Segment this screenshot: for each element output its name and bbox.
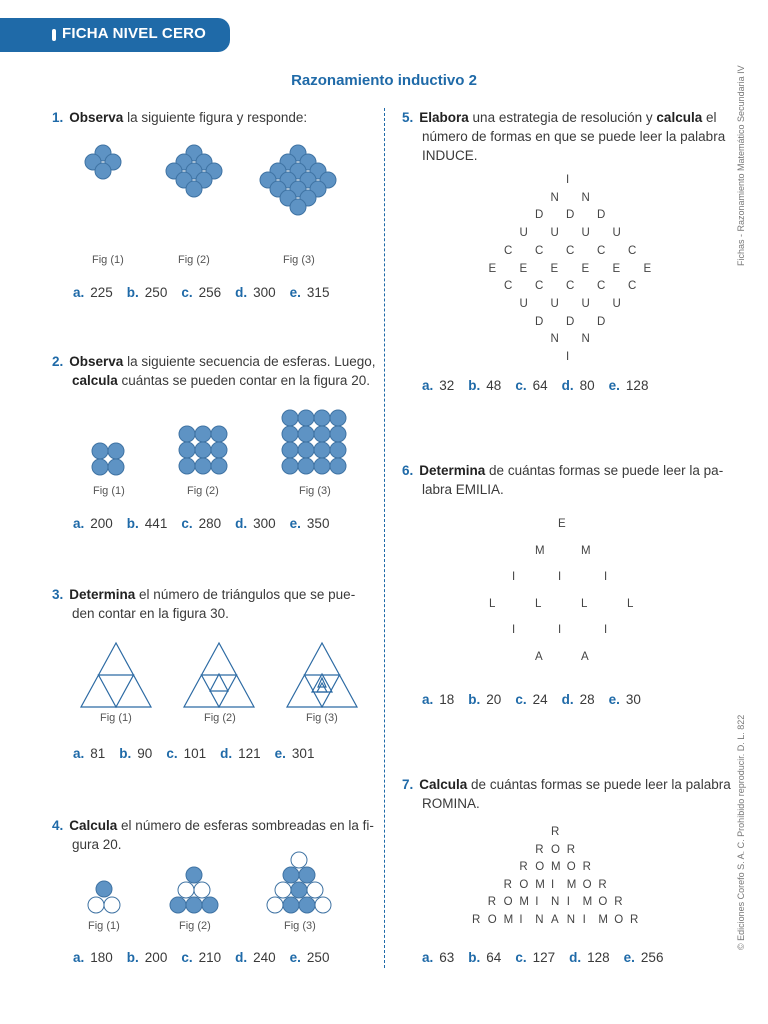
- letter: E: [643, 262, 652, 275]
- sphere: [194, 882, 210, 898]
- letter: D: [597, 315, 606, 328]
- letter: N: [535, 913, 544, 926]
- option-letter: e.: [289, 950, 301, 965]
- letter: D: [566, 315, 575, 328]
- option-c[interactable]: [181, 950, 221, 965]
- letter: N: [550, 333, 559, 346]
- option-e[interactable]: [290, 285, 330, 300]
- sphere: [108, 459, 124, 475]
- option-value: 128: [625, 378, 649, 393]
- letter: M: [519, 896, 529, 908]
- option-letter: a.: [422, 950, 434, 965]
- letter: R: [503, 878, 512, 891]
- letter: I: [551, 878, 555, 891]
- option-letter: e.: [608, 378, 620, 393]
- letter: D: [535, 315, 544, 328]
- letter: I: [566, 351, 570, 363]
- sphere: [283, 867, 299, 883]
- option-e[interactable]: [609, 378, 649, 393]
- option-value: 441: [144, 516, 168, 531]
- letter: M: [566, 878, 577, 891]
- letter: E: [612, 262, 621, 275]
- option-value: 301: [291, 746, 315, 761]
- triangle: [305, 675, 340, 707]
- letter: R: [472, 913, 481, 926]
- option-letter: b.: [126, 516, 139, 531]
- answer-options: [73, 746, 328, 761]
- letter: N: [566, 913, 576, 926]
- option-d[interactable]: [562, 692, 595, 707]
- letter: I: [604, 571, 608, 583]
- sphere: [186, 867, 202, 883]
- fig-caption: Fig (2): [178, 254, 210, 266]
- sphere: [186, 181, 202, 197]
- sphere: [275, 882, 291, 898]
- sphere: [314, 426, 330, 442]
- option-value: 101: [183, 746, 207, 761]
- letter: E: [581, 262, 590, 275]
- option-d[interactable]: [235, 950, 276, 965]
- option-letter: b.: [468, 950, 481, 965]
- fig-caption: Fig (1): [88, 920, 120, 932]
- option-letter: a.: [422, 692, 434, 707]
- option-e[interactable]: [290, 516, 330, 531]
- question-6: 6. Determina de cuántas formas se puede leer la pa- labra EMILIA.: [402, 463, 724, 497]
- sphere: [330, 410, 346, 426]
- option-letter: c.: [181, 516, 193, 531]
- sphere: [179, 458, 195, 474]
- letter: I: [558, 624, 562, 636]
- answer-options: [422, 378, 662, 393]
- option-c[interactable]: [515, 950, 555, 965]
- letter: N: [551, 896, 560, 908]
- letter: U: [612, 297, 621, 310]
- side-text-top: Fichas - Razonamiento Matemático Secundaria IV: [736, 65, 746, 266]
- option-letter: e.: [623, 950, 635, 965]
- letter: M: [598, 913, 608, 926]
- option-value: 18: [439, 692, 455, 707]
- sphere: [314, 442, 330, 458]
- sphere: [282, 458, 298, 474]
- sphere: [298, 410, 314, 426]
- letter: M: [535, 544, 545, 557]
- option-e[interactable]: [609, 692, 641, 707]
- option-value: 64: [486, 950, 502, 965]
- answer-options: [422, 950, 677, 965]
- letter: U: [550, 297, 559, 310]
- letter: M: [535, 878, 545, 891]
- letter: I: [512, 571, 516, 583]
- option-value: 20: [486, 692, 502, 707]
- option-letter: d.: [561, 692, 574, 707]
- letter: C: [535, 244, 544, 257]
- sphere: [330, 458, 346, 474]
- letter: L: [535, 597, 542, 610]
- option-d[interactable]: [235, 285, 276, 300]
- answer-options: [73, 950, 343, 965]
- option-letter: b.: [468, 692, 481, 707]
- option-letter: c.: [166, 746, 178, 761]
- option-value: 300: [253, 516, 276, 531]
- option-value: 90: [137, 746, 153, 761]
- sphere: [104, 897, 120, 913]
- q4-figure: [0, 0, 1, 1]
- option-value: 210: [198, 950, 222, 965]
- option-letter: a.: [73, 516, 85, 531]
- option-letter: d.: [561, 378, 574, 393]
- fig-caption: Fig (3): [284, 920, 316, 932]
- sphere: [92, 459, 108, 475]
- letter: R: [535, 843, 544, 856]
- option-b[interactable]: [468, 378, 501, 393]
- sphere: [283, 897, 299, 913]
- sphere: [314, 458, 330, 474]
- letter: I: [566, 896, 570, 908]
- letter: C: [504, 280, 513, 293]
- letter: D: [535, 209, 544, 222]
- letter: I: [535, 896, 539, 908]
- option-c[interactable]: [181, 516, 221, 531]
- letter: E: [488, 262, 497, 275]
- letter: A: [535, 650, 543, 663]
- fig-caption: Fig (1): [93, 485, 125, 497]
- letter: R: [598, 878, 607, 891]
- letter: N: [581, 333, 590, 346]
- option-e[interactable]: [275, 746, 315, 761]
- option-c[interactable]: [515, 378, 547, 393]
- option-value: 64: [532, 378, 548, 393]
- sphere: [95, 163, 111, 179]
- option-value: 200: [90, 516, 113, 531]
- option-a[interactable]: [73, 746, 105, 761]
- option-value: 127: [532, 950, 556, 965]
- option-a[interactable]: [422, 950, 454, 965]
- sphere: [195, 426, 211, 442]
- question-7: 7. Calcula de cuántas formas se puede leer la palabra ROMINA.: [402, 777, 731, 811]
- sphere: [314, 410, 330, 426]
- letter: C: [597, 244, 606, 257]
- option-d[interactable]: [569, 950, 610, 965]
- option-letter: d.: [220, 746, 233, 761]
- letter: C: [628, 244, 637, 257]
- option-value: 280: [198, 516, 222, 531]
- banner-label: FICHA NIVEL CERO: [62, 25, 207, 42]
- letter: E: [519, 262, 528, 275]
- letter: U: [519, 227, 528, 240]
- option-letter: b.: [126, 950, 139, 965]
- sphere: [195, 442, 211, 458]
- letter: U: [581, 227, 590, 240]
- sphere: [315, 897, 331, 913]
- option-letter: a.: [422, 378, 434, 393]
- sphere: [170, 897, 186, 913]
- option-b[interactable]: [127, 285, 168, 300]
- letter: U: [581, 297, 590, 310]
- option-letter: c.: [515, 692, 527, 707]
- fig-caption: Fig (3): [306, 712, 338, 724]
- option-value: 28: [579, 692, 595, 707]
- letter: A: [551, 913, 559, 926]
- option-value: 32: [439, 378, 455, 393]
- letter: N: [550, 191, 559, 204]
- option-value: 180: [90, 950, 113, 965]
- letter: O: [566, 861, 576, 873]
- sphere: [298, 426, 314, 442]
- option-letter: d.: [235, 950, 248, 965]
- letter: L: [627, 597, 634, 610]
- sphere: [299, 867, 315, 883]
- option-value: 24: [532, 692, 548, 707]
- letter: M: [582, 896, 593, 908]
- letter: M: [581, 544, 591, 557]
- sphere: [282, 442, 298, 458]
- sphere: [291, 852, 307, 868]
- option-letter: c.: [181, 950, 193, 965]
- option-letter: e.: [608, 692, 620, 707]
- sphere: [186, 897, 202, 913]
- option-letter: c.: [515, 950, 527, 965]
- letter: O: [551, 843, 560, 856]
- option-a[interactable]: [73, 516, 113, 531]
- option-value: 315: [306, 285, 330, 300]
- letter: E: [550, 262, 559, 275]
- option-letter: d.: [569, 950, 582, 965]
- letter: O: [535, 861, 545, 873]
- sphere: [282, 410, 298, 426]
- option-b[interactable]: [119, 746, 152, 761]
- letter: R: [566, 843, 576, 856]
- option-e[interactable]: [290, 950, 330, 965]
- letter: O: [582, 878, 592, 891]
- letter: D: [566, 209, 575, 222]
- header-banner: [0, 18, 230, 52]
- sphere: [211, 426, 227, 442]
- sphere: [211, 442, 227, 458]
- column-divider: [384, 108, 385, 968]
- option-value: 256: [640, 950, 664, 965]
- letter: O: [614, 913, 624, 926]
- sphere: [211, 458, 227, 474]
- option-value: 48: [486, 378, 502, 393]
- option-letter: a.: [73, 950, 85, 965]
- question-5: 5. Elabora una estrategia de resolución y calcula el número de formas en que se puede leer la palabra INDUCE.: [402, 110, 726, 163]
- letter: E: [558, 518, 566, 530]
- option-letter: b.: [468, 378, 481, 393]
- letter: C: [597, 280, 606, 293]
- option-b[interactable]: [468, 692, 501, 707]
- option-value: 30: [625, 692, 641, 707]
- sphere: [267, 897, 283, 913]
- option-b[interactable]: [127, 516, 168, 531]
- triangle: [99, 675, 134, 707]
- sphere: [330, 442, 346, 458]
- option-value: 300: [253, 285, 276, 300]
- letter: R: [519, 861, 528, 873]
- sphere: [282, 426, 298, 442]
- answer-options: [73, 516, 343, 531]
- question-3: 3. Determina el número de triángulos que se pue- den contar en la figura 30.: [52, 587, 356, 621]
- answer-options: [73, 285, 343, 300]
- option-d[interactable]: [235, 516, 276, 531]
- question-2: 2. Observa la siguiente secuencia de esferas. Luego, calcula cuántas se pueden contar en la figura 20.: [52, 354, 376, 388]
- sphere: [202, 897, 218, 913]
- option-value: 240: [253, 950, 276, 965]
- option-value: 81: [90, 746, 106, 761]
- option-letter: c.: [181, 285, 193, 300]
- option-b[interactable]: [468, 950, 501, 965]
- letter: N: [581, 191, 590, 204]
- option-a[interactable]: [422, 692, 454, 707]
- option-d[interactable]: [220, 746, 261, 761]
- option-value: 250: [144, 285, 168, 300]
- option-value: 250: [306, 950, 330, 965]
- option-value: 256: [198, 285, 222, 300]
- sphere: [88, 897, 104, 913]
- letter: U: [519, 297, 528, 310]
- sphere: [195, 458, 211, 474]
- option-b[interactable]: [127, 950, 168, 965]
- fig-caption: Fig (2): [187, 485, 219, 497]
- sphere: [330, 426, 346, 442]
- option-value: 350: [306, 516, 330, 531]
- fig-caption: Fig (2): [204, 712, 236, 724]
- option-letter: a.: [73, 746, 85, 761]
- side-text-bottom: © Ediciones Corefo S. A. C. Prohibido reproducir. D. L. 822: [736, 714, 746, 950]
- option-value: 80: [579, 378, 595, 393]
- sphere: [108, 443, 124, 459]
- sphere: [299, 897, 315, 913]
- question-4: 4. Calcula el número de esferas sombreadas en la fi- gura 20.: [52, 818, 374, 852]
- letter: I: [519, 913, 523, 926]
- option-a[interactable]: [73, 950, 113, 965]
- letter: I: [558, 571, 562, 583]
- answer-options: [422, 692, 655, 707]
- option-value: 63: [439, 950, 455, 965]
- letter: O: [519, 878, 529, 891]
- option-letter: d.: [235, 516, 248, 531]
- letter: C: [504, 244, 513, 257]
- sphere: [179, 426, 195, 442]
- option-value: 128: [587, 950, 610, 965]
- option-letter: b.: [119, 746, 132, 761]
- fig-caption: Fig (1): [92, 254, 124, 266]
- letter: A: [581, 650, 589, 663]
- letter: O: [598, 896, 608, 908]
- page-title: Razonamiento inductivo 2: [291, 72, 477, 89]
- triangle: [210, 674, 228, 691]
- letter: I: [604, 624, 608, 636]
- letter: C: [628, 280, 637, 293]
- sphere: [92, 443, 108, 459]
- fig-caption: Fig (1): [100, 712, 132, 724]
- option-letter: e.: [274, 746, 286, 761]
- option-e[interactable]: [624, 950, 664, 965]
- option-letter: a.: [73, 285, 85, 300]
- letter: I: [512, 624, 516, 636]
- sphere: [96, 881, 112, 897]
- letter: R: [582, 861, 591, 873]
- letter: U: [550, 227, 559, 240]
- option-letter: e.: [289, 285, 301, 300]
- letter: R: [487, 896, 497, 908]
- letter: C: [535, 280, 544, 293]
- option-c[interactable]: [181, 285, 221, 300]
- letter: U: [612, 227, 621, 240]
- fig-caption: Fig (3): [299, 485, 331, 497]
- sphere: [291, 882, 307, 898]
- option-letter: e.: [289, 516, 301, 531]
- letter: I: [566, 174, 570, 186]
- letter: O: [487, 913, 497, 926]
- sphere: [307, 882, 323, 898]
- option-a[interactable]: [73, 285, 113, 300]
- question-number: 1.: [52, 110, 64, 125]
- letter: C: [566, 280, 575, 293]
- option-letter: d.: [235, 285, 248, 300]
- option-a[interactable]: [422, 378, 454, 393]
- letter: M: [551, 861, 561, 873]
- banner-marker-icon: [52, 29, 56, 41]
- sphere: [179, 442, 195, 458]
- fig-caption: Fig (2): [179, 920, 211, 932]
- option-letter: b.: [126, 285, 139, 300]
- sphere: [178, 882, 194, 898]
- option-c[interactable]: [515, 692, 547, 707]
- option-value: 121: [238, 746, 261, 761]
- option-value: 225: [90, 285, 113, 300]
- letter: L: [581, 597, 588, 610]
- option-value: 200: [144, 950, 168, 965]
- option-c[interactable]: [166, 746, 206, 761]
- letter: R: [614, 896, 623, 908]
- letter: I: [582, 913, 586, 926]
- letter: O: [503, 896, 513, 908]
- letter: C: [566, 244, 575, 257]
- option-letter: c.: [515, 378, 527, 393]
- question-1: 1. Observa la siguiente figura y responde:: [52, 110, 308, 125]
- letter: R: [630, 913, 639, 926]
- letter: M: [503, 913, 514, 926]
- fig-caption: Fig (3): [283, 254, 315, 266]
- sphere: [290, 199, 306, 215]
- option-d[interactable]: [562, 378, 595, 393]
- letter: L: [489, 597, 496, 610]
- sphere: [298, 458, 314, 474]
- letter: D: [597, 209, 606, 222]
- letter: R: [551, 826, 560, 838]
- sphere: [298, 442, 314, 458]
